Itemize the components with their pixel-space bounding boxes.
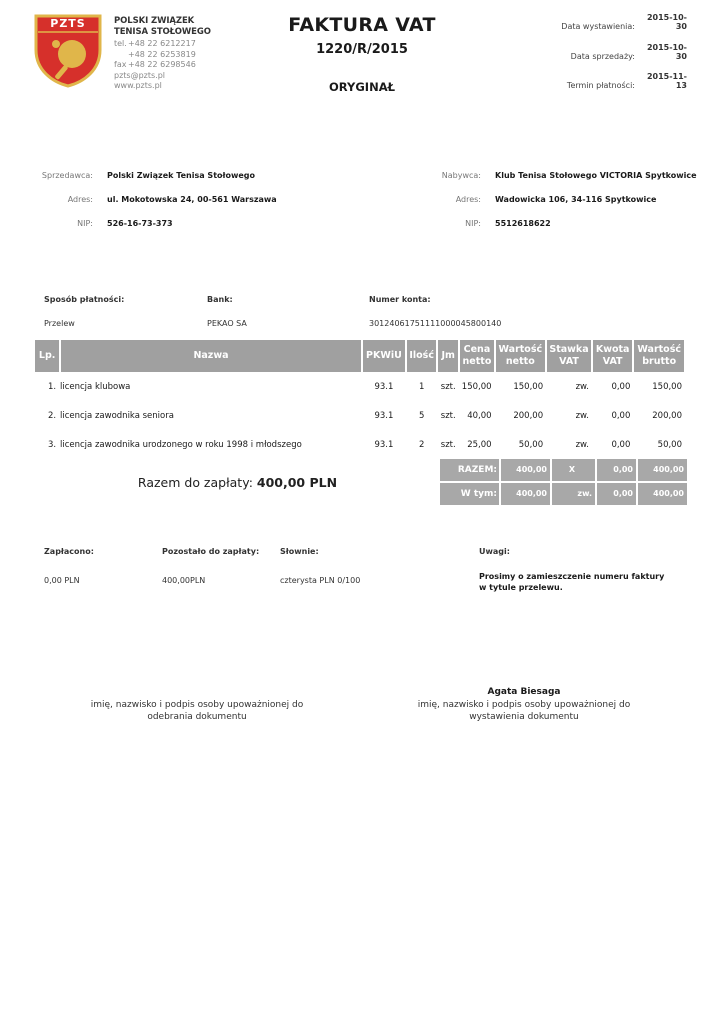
invoice-copy-type: ORYGINAŁ xyxy=(329,80,395,94)
col-vat-amount xyxy=(593,340,632,372)
words-value: czterysta PLN 0/100 xyxy=(280,576,361,585)
org-name-line2: TENISA STOŁOWEGO xyxy=(114,27,211,37)
row-gross-value: 50,00 xyxy=(657,439,682,450)
summary-row-breakdown xyxy=(440,483,688,505)
row-name: licencja zawodnika urodzonego w roku 1998 i młodszego xyxy=(60,439,302,450)
row-unit: szt. xyxy=(440,381,456,392)
issuer-line2: wystawienia dokumentu xyxy=(469,712,579,722)
paid-value: 0,00 PLN xyxy=(44,576,80,585)
buyer-label: Nabywca: xyxy=(441,171,481,180)
summary-net-value: 400,00 xyxy=(501,483,550,505)
col-gross-value-l1: Wartość xyxy=(637,344,681,355)
buyer-nip-label: NIP: xyxy=(465,219,481,228)
payment-method: Przelew xyxy=(44,319,75,328)
receiver-signature-caption xyxy=(77,699,317,723)
col-net-price-l1: Cena xyxy=(463,344,491,355)
summary-row-total xyxy=(440,459,688,481)
row-name-cell xyxy=(35,372,361,401)
sale-date-row xyxy=(387,43,687,61)
org-email: pzts@pzts.pl xyxy=(114,70,166,80)
row-gross-value: 200,00 xyxy=(652,410,682,421)
row-vat-rate: zw. xyxy=(575,439,589,450)
summary-label: RAZEM: xyxy=(440,459,499,481)
row-net-price: 150,00 xyxy=(461,381,492,392)
col-vat-rate-l2: VAT xyxy=(559,356,579,367)
seller-nip: 526-16-73-373 xyxy=(107,219,173,228)
row-name: licencja zawodnika seniora xyxy=(60,410,174,421)
notes-line1: Prosimy o zamieszczenie numeru faktury xyxy=(479,572,665,581)
items-table xyxy=(33,340,686,459)
row-pkwiu: 93.1 xyxy=(374,381,394,392)
issuer-line1: imię, nazwisko i podpis osoby upoważnionej do xyxy=(417,700,631,710)
row-vat-rate: zw. xyxy=(575,381,589,392)
table-row xyxy=(35,430,684,459)
issue-date-row xyxy=(387,13,687,31)
col-gross-value-l2: brutto xyxy=(642,356,677,367)
row-net-value: 150,00 xyxy=(513,381,544,392)
notes-text xyxy=(479,571,679,593)
col-vat-rate-l1: Stawka xyxy=(549,344,589,355)
tel1: +48 22 6212217 xyxy=(128,39,196,48)
issuer-signature-caption xyxy=(404,699,644,723)
table-row xyxy=(35,372,684,401)
row-vat-amount: 0,00 xyxy=(611,439,631,450)
sale-date: 2015-10-30 xyxy=(646,43,687,61)
summary-vat-amount: 0,00 xyxy=(597,483,636,505)
col-gross-value xyxy=(634,340,684,372)
org-name xyxy=(114,16,211,38)
row-pkwiu: 93.1 xyxy=(374,410,394,421)
row-name-cell xyxy=(35,401,361,430)
col-vat-amount-l1: Kwota xyxy=(595,344,630,355)
tel2: +48 22 6253819 xyxy=(128,49,196,59)
org-contact xyxy=(114,39,196,92)
seller-address-label: Adres: xyxy=(67,195,93,204)
row-lp: 3. xyxy=(48,439,57,450)
bank-label: Bank: xyxy=(207,295,233,304)
col-net-price-l2: netto xyxy=(462,356,492,367)
due-date: 2015-11-13 xyxy=(646,72,687,90)
due-date-label: Termin płatności: xyxy=(566,81,635,90)
remaining-value: 400,00PLN xyxy=(162,576,206,585)
account-label: Numer konta: xyxy=(369,295,431,304)
table-header-row xyxy=(35,340,684,372)
col-unit: Jm xyxy=(438,340,458,372)
payment-method-label: Sposób płatności: xyxy=(44,295,125,304)
account-number: 30124061751111000045800140 xyxy=(369,319,502,328)
paid-label: Zapłacono: xyxy=(44,547,94,556)
row-pkwiu: 93.1 xyxy=(374,439,394,450)
col-vat-rate xyxy=(547,340,591,372)
sale-date-label: Data sprzedaży: xyxy=(570,52,635,61)
buyer-nip: 5512618622 xyxy=(495,219,551,228)
row-unit: szt. xyxy=(440,410,456,421)
col-net-price xyxy=(460,340,493,372)
row-net-price: 25,00 xyxy=(467,439,492,450)
seller-nip-label: NIP: xyxy=(77,219,93,228)
summary-gross-value: 400,00 xyxy=(638,459,687,481)
logo-text: PZTS xyxy=(50,17,86,30)
seller-address: ul. Mokotowska 24, 00-561 Warszawa xyxy=(107,195,277,204)
table-row xyxy=(35,401,684,430)
summary-vat-rate: zw. xyxy=(552,483,595,505)
row-unit: szt. xyxy=(440,439,456,450)
row-net-value: 200,00 xyxy=(513,410,544,421)
notes-label: Uwagi: xyxy=(479,547,510,556)
seller-name: Polski Związek Tenisa Stołowego xyxy=(107,171,256,180)
row-name-cell xyxy=(35,430,361,459)
row-lp: 1. xyxy=(48,381,57,392)
invoice-title: FAKTURA VAT xyxy=(288,14,436,36)
row-vat-amount: 0,00 xyxy=(611,410,631,421)
summary-net-value: 400,00 xyxy=(501,459,550,481)
receiver-line1: imię, nazwisko i podpis osoby upoważnionej do xyxy=(90,700,304,710)
due-date-row xyxy=(387,72,687,90)
col-net-value xyxy=(496,340,546,372)
col-net-value-l1: Wartość xyxy=(498,344,543,355)
notes-line2: w tytule przelewu. xyxy=(479,583,563,592)
col-qty: Ilość xyxy=(407,340,436,372)
row-qty: 5 xyxy=(418,410,425,421)
fax-label: fax xyxy=(114,60,127,69)
col-name: Nazwa xyxy=(61,340,360,372)
row-net-value: 50,00 xyxy=(518,439,544,450)
col-vat-amount-l2: VAT xyxy=(602,356,623,367)
row-qty: 1 xyxy=(418,381,425,392)
pzts-logo xyxy=(34,14,102,88)
row-gross-value: 150,00 xyxy=(652,381,682,392)
org-name-line1: POLSKI ZWIĄZEK xyxy=(114,16,195,26)
row-lp: 2. xyxy=(48,410,57,421)
row-name: licencja klubowa xyxy=(60,381,131,392)
buyer-name: Klub Tenisa Stołowego VICTORIA Spytkowice xyxy=(495,171,697,180)
receiver-line2: odebrania dokumentu xyxy=(147,712,247,722)
buyer-address: Wadowicka 106, 34-116 Spytkowice xyxy=(495,195,657,204)
row-net-price: 40,00 xyxy=(467,410,492,421)
words-label: Słownie: xyxy=(280,547,319,556)
row-qty: 2 xyxy=(418,439,425,450)
summary-vat-rate: X xyxy=(552,459,595,481)
remaining-label: Pozostało do zapłaty: xyxy=(162,547,260,556)
summary-gross-value: 400,00 xyxy=(638,483,687,505)
issue-date-label: Data wystawienia: xyxy=(561,22,635,31)
summary-label: W tym: xyxy=(440,483,499,505)
issue-date: 2015-10-30 xyxy=(646,13,687,31)
total-to-pay xyxy=(130,475,345,490)
total-amount: 400,00 PLN xyxy=(256,475,338,490)
col-pkwiu: PKWiU xyxy=(363,340,405,372)
summary-vat-amount: 0,00 xyxy=(597,459,636,481)
fax: +48 22 6298546 xyxy=(128,60,196,69)
tel-label: tel. xyxy=(114,39,127,48)
row-vat-rate: zw. xyxy=(575,410,589,421)
buyer-address-label: Adres: xyxy=(455,195,481,204)
col-lp: Lp. xyxy=(35,340,59,372)
issuer-name: Agata Biesaga xyxy=(487,687,561,697)
org-www: www.pzts.pl xyxy=(114,81,162,90)
seller-label: Sprzedawca: xyxy=(41,171,93,180)
bank-name: PEKAO SA xyxy=(207,319,247,328)
total-label: Razem do zapłaty: xyxy=(137,475,253,490)
invoice-number: 1220/R/2015 xyxy=(316,42,408,57)
row-vat-amount: 0,00 xyxy=(611,381,631,392)
col-net-value-l2: netto xyxy=(505,356,535,367)
